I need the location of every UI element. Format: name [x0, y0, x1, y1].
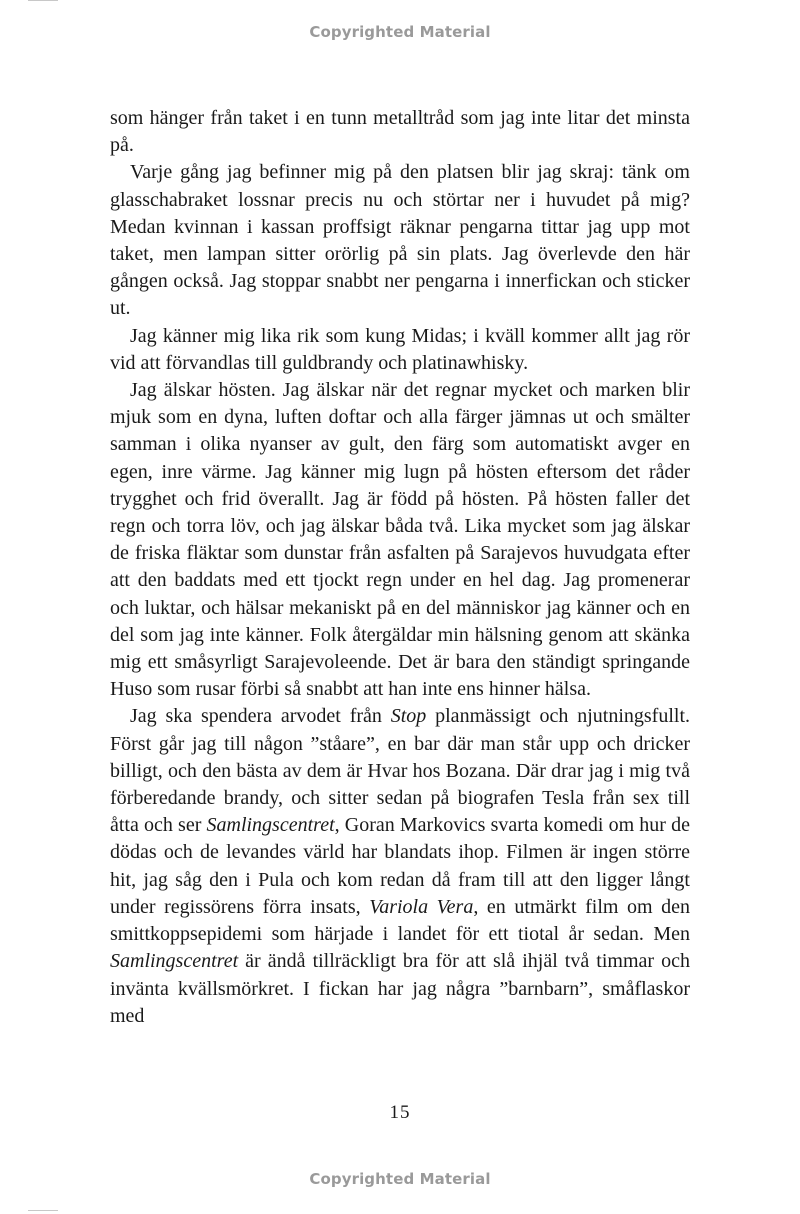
title-stop: Stop — [390, 705, 427, 728]
paragraph-text: , en utmärkt film om den smittkoppsepidemi som härjade i landet för ett tiotal år sedan. Men — [110, 895, 690, 946]
paragraph-1 — [110, 105, 690, 159]
copyright-watermark-bottom: Copyrighted Material — [309, 1170, 491, 1188]
paragraph-3 — [110, 323, 690, 377]
paragraph-4 — [110, 377, 690, 703]
paragraph-text: Jag älskar hösten. Jag älskar när det regnar mycket och marken blir mjuk som en dyna, luften doftar och alla färger jämnas ut och smälter samman i olika nyanser av gult, den färg som automatiskt avger en egen, inre värme. Jag känner mig lugn på hösten eftersom det råder trygghet och frid överallt. Jag är född på hösten. På hösten faller det regn och torra löv, och jag älskar båda två. Lika mycket som jag älskar de friska fläktar som dunstar från asfalten på Sarajevos huvudgata efter att den baddats med ett tjockt regn under en hel dag. Jag promenerar och luktar, och hälsar mekaniskt på en del människor jag känner och en del som jag inte känner. Folk återgäldar min hälsning genom att skänka mig ett småsyrligt Sarajevoleende. Det är bara den ständigt springande Huso som rusar förbi så snabbt att han inte ens hinner hälsa. — [110, 379, 690, 701]
title-variola-vera: Variola Vera — [369, 895, 474, 918]
paragraph-5 — [110, 703, 690, 1029]
page-number: 15 — [389, 1102, 411, 1123]
paragraph-text: Jag känner mig lika rik som kung Midas; i kväll kommer allt jag rör vid att förvandlas till guldbrandy och platinawhisky. — [110, 324, 690, 374]
paragraph-text: är ändå tillräckligt bra för att slå ihjäl två timmar och invänta kvällsmörkret. I fickan har jag några ”barnbarn”, småflaskor med — [110, 950, 690, 1027]
paragraph-text: som hänger från taket i en tunn metalltråd som jag inte litar det minsta på. — [110, 107, 690, 157]
title-samlingscentret: Samlingscentret — [206, 814, 335, 837]
copyright-watermark-top: Copyrighted Material — [309, 23, 491, 41]
paragraph-text: , Goran Markovics svarta komedi om hur de dödas och de levandes värld har blandats ihop. Filmen är ingen större hit, jag såg den i Pula och kom redan då fram till att den ligger långt under regissörens förra insats, — [110, 814, 690, 918]
paragraph-text: Jag ska spendera arvodet från — [130, 705, 391, 728]
title-samlingscentret-2: Samlingscentret — [110, 950, 239, 973]
crop-mark-bottom — [28, 1210, 58, 1211]
paragraph-text: Varje gång jag befinner mig på den platsen blir jag skraj: tänk om glasschabraket lossnar precis nu och störtar ner i huvudet på mig? Medan kvinnan i kassan proffsigt räknar pengarna tittar jag upp mot taket, men lampan sitter orörlig på sin plats. Jag överlevde den här gången också. Jag stoppar snabbt ner pengarna i innerfickan och sticker ut. — [110, 161, 690, 320]
paragraph-text: planmässigt och njutningsfullt. Först går jag till någon ”ståare”, en bar där man står upp och dricker billigt, och den bästa av dem är Hvar hos Bozana. Där drar jag i mig två förberedande brandy, och sitter sedan på biografen Tesla från sex till åtta och ser — [110, 705, 690, 837]
body-text — [110, 105, 690, 1030]
paragraph-2 — [110, 159, 690, 322]
crop-mark-top — [28, 0, 58, 1]
